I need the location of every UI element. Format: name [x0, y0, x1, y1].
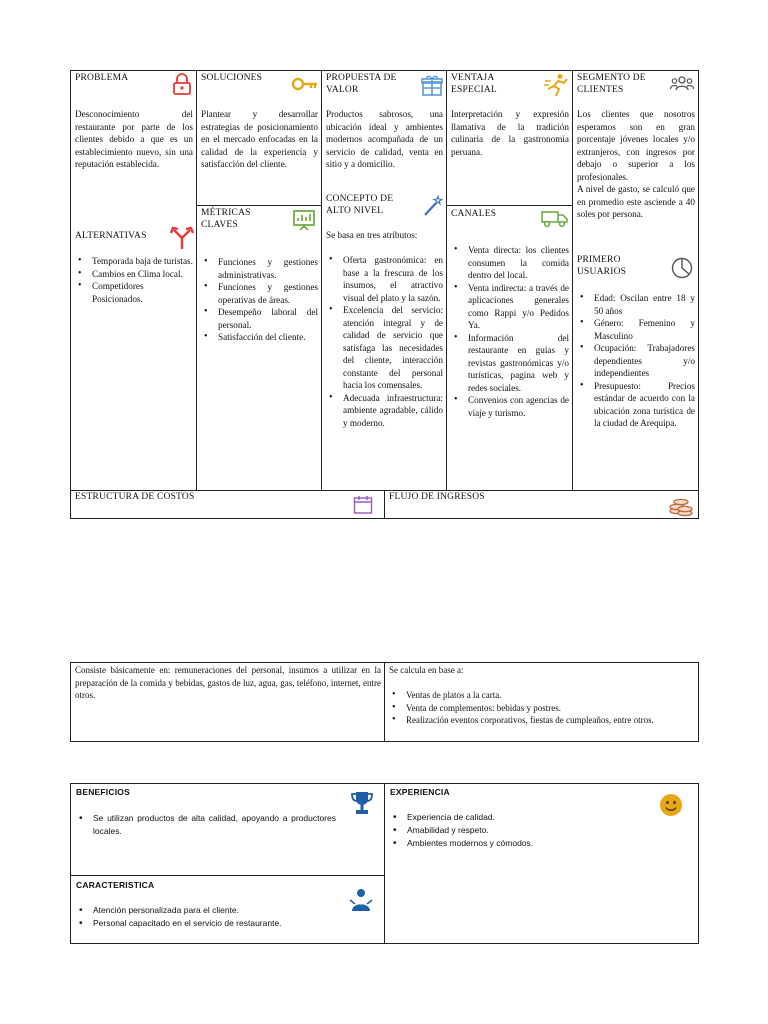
experiencia-list	[390, 811, 690, 850]
primeros-list	[577, 292, 695, 430]
list-item: • Ocupación: Trabajadores dependientes y/o independientes	[577, 342, 695, 380]
lock-icon	[172, 73, 192, 95]
split-arrow-icon	[169, 226, 195, 250]
people-icon	[670, 75, 694, 91]
beneficios-list	[76, 812, 336, 838]
magic-wand-icon	[423, 195, 443, 217]
costos-detail-text: Consiste básicamente en: remuneraciones del personal, insumos a utilizar en la preparación de la comida y bebidas, gastos de luz, agua, gas, teléfono, internet, entre otros.	[75, 665, 381, 700]
ventaja-cell	[446, 70, 573, 206]
propuesta-text: Productos sabrosos, una ubicación ideal y ambientes modernos acompañada de un servicio de calidad, venta en sitio y a domicilio.	[326, 109, 443, 169]
segmento-text	[577, 108, 695, 221]
list-item: • Información del restaurante en guías y revistas gastronómicas y/o turísticas, pagina web y redes sociales.	[451, 332, 569, 395]
beneficios-title: BENEFICIOS	[76, 787, 130, 797]
costos-title: ESTRUCTURA DE COSTOS	[75, 492, 195, 502]
problema-cell	[70, 70, 197, 491]
propuesta-title-line2: VALOR	[326, 85, 359, 95]
ingresos-cell	[384, 490, 699, 519]
metricas-cell	[196, 205, 322, 491]
soluciones-text: Plantear y desarrollar estrategias de posicionamiento en el mercado enfocadas en la calidad de la experiencia y satisfacción del cliente.	[201, 109, 318, 169]
segmento-cell	[572, 70, 699, 491]
list-item: • Oferta gastronómica: en base a la frescura de los insumos, el atractivo visual del plato y la sazón.	[326, 254, 443, 304]
alternativas-list	[75, 255, 193, 305]
list-item: • Ventas de platos a la carta.	[389, 689, 695, 702]
list-item: • Venta indirecta: a través de aplicaciones generales como Rappi y/o Pedidos Ya.	[451, 282, 569, 332]
ingresos-detail-list	[389, 689, 695, 727]
alternativas-title: ALTERNATIVAS	[75, 231, 147, 241]
list-item: • Venta directa: los clientes consumen la comida dentro del local.	[451, 244, 569, 282]
list-item: • Competidores Posicionados.	[75, 280, 193, 305]
soluciones-cell	[196, 70, 322, 206]
list-item: • Desempeño laboral del personal.	[201, 306, 318, 331]
ingresos-detail-intro: Se calcula en base a:	[389, 665, 464, 675]
ingresos-title: FLUJO DE INGRESOS	[389, 492, 485, 502]
list-item: • Experiencia de calidad.	[390, 811, 690, 824]
list-item: • Edad: Oscilan entre 18 y 50 años	[577, 292, 695, 317]
runner-icon	[543, 73, 569, 97]
propuesta-cell	[321, 70, 447, 491]
metricas-title-line1: MÉTRICAS	[201, 208, 251, 218]
list-item: • Ambientes modernos y cómodos.	[390, 837, 690, 850]
ventaja-title-line1: VENTAJA	[451, 73, 495, 83]
list-item: • Amabilidad y respeto.	[390, 824, 690, 837]
gift-icon	[421, 74, 443, 96]
segmento-paragraph-1: Los clientes que nosotros esperamos son en gran porcentaje jóvenes locales y/o extranjeros, con ingresos por debajo o superior a los profesionales.	[577, 109, 695, 182]
list-item: • Adecuada infraestructura: ambiente agradable, cálido y moderno.	[326, 392, 443, 430]
ingresos-detail-cell	[384, 662, 699, 742]
soluciones-title: SOLUCIONES	[201, 73, 263, 83]
primeros-title-line1: PRIMERO	[577, 255, 621, 265]
list-item: • Funciones y gestiones administrativas.	[201, 256, 318, 281]
canales-title: CANALES	[451, 209, 497, 219]
pie-chart-icon	[671, 257, 693, 279]
beneficios-cell	[70, 783, 385, 876]
ventaja-text: Interpretación y expresión llamativa de la tradición culinaria de la gastronomía peruana.	[451, 109, 569, 157]
list-item: • Cambios en Clima local.	[75, 268, 193, 281]
segmento-paragraph-2: A nivel de gasto, se calculó que en promedio este asciende a 40 soles por persona.	[577, 184, 695, 219]
list-item: • Atención personalizada para el cliente.	[76, 904, 376, 917]
segmento-title-line1: SEGMENTO DE	[577, 73, 646, 83]
list-item: • Temporada baja de turistas.	[75, 255, 193, 268]
list-item: • Género: Femenino y Masculino	[577, 317, 695, 342]
list-item: • Funciones y gestiones operativas de áreas.	[201, 281, 318, 306]
concepto-intro: Se basa en tres atributos:	[326, 230, 418, 240]
problema-title: PROBLEMA	[75, 73, 129, 83]
segmento-title-line2: CLIENTES	[577, 85, 624, 95]
list-item: • Convenios con agencias de viaje y turismo.	[451, 394, 569, 419]
metricas-list	[201, 256, 318, 344]
list-item: • Realización eventos corporativos, fiestas de cumpleaños, entre otros.	[389, 714, 695, 727]
chart-board-icon	[293, 209, 315, 231]
list-item: • Se utilizan productos de alta calidad, apoyando a productores locales.	[76, 812, 336, 838]
caracteristica-list	[76, 904, 376, 930]
costos-detail-cell	[70, 662, 385, 742]
problema-text: Desconocimiento del restaurante por parte de los clientes debido a que es un establecimiento nuevo, sin una reputación establecida.	[75, 109, 193, 169]
list-item: • Presupuesto: Precios estándar de acuerdo con la ubicación zona turística de la ciudad de Arequipa.	[577, 380, 695, 430]
experiencia-title: EXPERIENCIA	[390, 787, 450, 797]
experiencia-cell	[384, 783, 699, 944]
calendar-icon	[353, 495, 373, 515]
list-item: • Excelencia del servicio: atención integral y de calidad de servicio que satisfaga las necesidades del cliente, interacción constante del personal hacia los comensales.	[326, 304, 443, 392]
concepto-list	[326, 254, 443, 429]
caracteristica-title: CARACTERISTICA	[76, 880, 155, 890]
key-icon	[291, 77, 319, 91]
trophy-icon	[350, 790, 374, 816]
caracteristica-cell	[70, 875, 385, 944]
concepto-title-line1: CONCEPTO DE	[326, 194, 394, 204]
metricas-title-line2: CLAVES	[201, 220, 238, 230]
coins-icon	[669, 495, 693, 517]
list-item: • Personal capacitado en el servicio de restaurante.	[76, 917, 376, 930]
canales-cell	[446, 205, 573, 491]
list-item: • Satisfacción del cliente.	[201, 331, 318, 344]
primeros-title-line2: USUARIOS	[577, 267, 627, 277]
costos-cell	[70, 490, 385, 519]
truck-icon	[541, 210, 569, 228]
list-item: • Venta de complementos: bebidas y postres.	[389, 702, 695, 715]
canales-list	[451, 244, 569, 419]
concepto-title-line2: ALTO NIVEL	[326, 206, 384, 216]
ventaja-title-line2: ESPECIAL	[451, 85, 497, 95]
propuesta-title-line1: PROPUESTA DE	[326, 73, 397, 83]
